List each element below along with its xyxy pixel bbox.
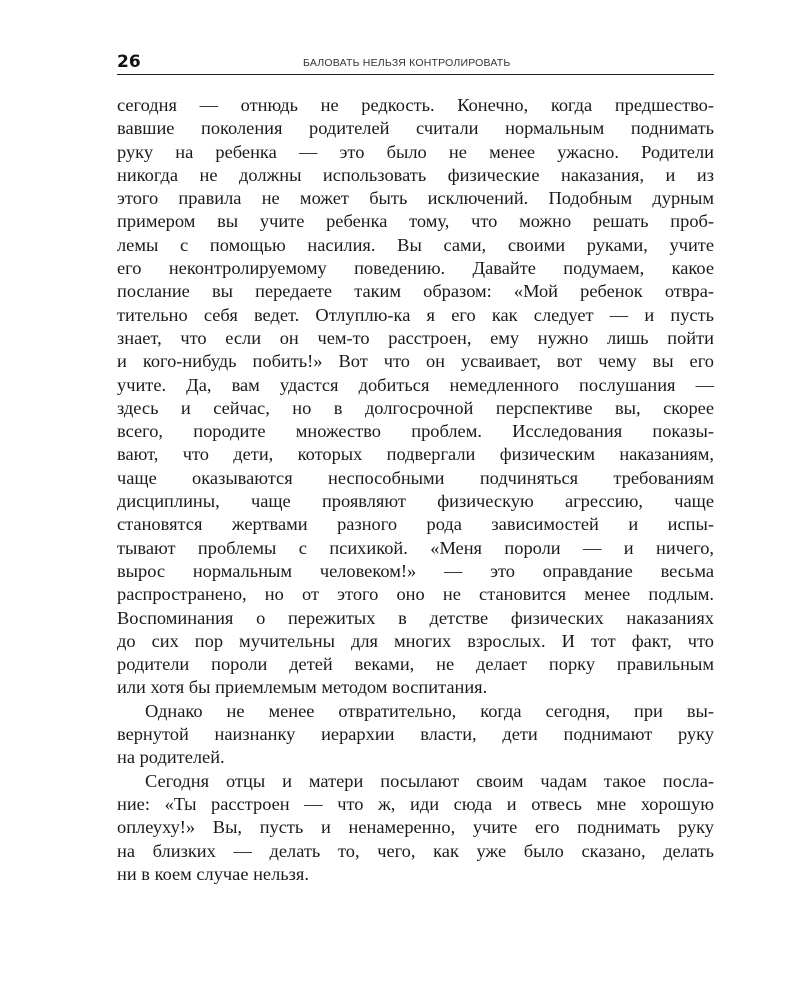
- text-line: лемы с помощью насилия. Вы сами, своими руками, учите: [117, 234, 714, 255]
- text-line: или хотя бы приемлемым методом воспитания.: [117, 677, 488, 698]
- text-line: учите. Да, вам удастся добиться немедленного послушания —: [117, 374, 714, 395]
- text-line: руку на ребенка — это было не менее ужасно. Родители: [117, 141, 714, 162]
- text-line: этого правила не может быть исключений. Подобным дурным: [117, 188, 714, 209]
- text-line: ние: «Ты расстроен — что ж, иди сюда и отвесь мне хорошую: [117, 793, 714, 814]
- text-line: на родителей.: [117, 747, 225, 768]
- text-line: тывают проблемы с психикой. «Меня пороли — и ничего,: [117, 537, 714, 558]
- text-line: здесь и сейчас, но в долгосрочной перспективе вы, скорее: [117, 397, 714, 418]
- text-line: вырос нормальным человеком!» — это оправдание весьма: [117, 560, 714, 581]
- text-line: вавшие поколения родителей считали нормальным поднимать: [117, 118, 714, 139]
- text-line: вают, что дети, которых подвергали физическим наказаниям,: [117, 444, 714, 465]
- page-number: 26: [117, 52, 141, 72]
- text-line: становятся жертвами разного рода зависимостей и испы-: [117, 514, 714, 535]
- body-text: [117, 94, 714, 886]
- text-line: распространено, но от этого оно не становится менее подлым.: [117, 584, 714, 605]
- text-line: и кого-нибудь побить!» Вот что он усваивает, вот чему вы его: [117, 351, 714, 372]
- text-line: примером вы учите ребенка тому, что можно решать проб-: [117, 211, 714, 232]
- text-line: послание вы передаете таким образом: «Мой ребенок отвра-: [117, 281, 714, 302]
- text-line: на близких — делать то, чего, как уже было сказано, делать: [117, 840, 714, 861]
- text-line: всего, породите множество проблем. Исследования показы-: [117, 421, 714, 442]
- text-line: Воспоминания о пережитых в детстве физических наказаниях: [117, 607, 714, 628]
- text-line: Однако не менее отвратительно, когда сегодня, при вы-: [145, 700, 714, 721]
- text-line: до сих пор мучительны для многих взрослых. И тот факт, что: [117, 630, 714, 651]
- text-line: знает, что если он чем-то расстроен, ему нужно лишь пойти: [117, 327, 714, 348]
- text-line: вернутой наизнанку иерархии власти, дети поднимают руку: [117, 724, 714, 745]
- text-line: тительно себя ведет. Отлуплю-ка я его как следует — и пусть: [117, 304, 714, 325]
- text-line: чаще оказываются неспособными подчиняться требованиям: [117, 467, 714, 488]
- running-header: [117, 50, 714, 75]
- text-line: родители пороли детей веками, не делает порку правильным: [117, 654, 714, 675]
- running-title: БАЛОВАТЬ НЕЛЬЗЯ КОНТРОЛИРОВАТЬ: [303, 57, 511, 69]
- text-line: никогда не должны использовать физические наказания, и из: [117, 164, 714, 185]
- text-line: сегодня — отнюдь не редкость. Конечно, когда предшество-: [117, 95, 714, 115]
- text-line: ни в коем случае нельзя.: [117, 863, 309, 884]
- text-line: Сегодня отцы и матери посылают своим чадам такое посла-: [145, 770, 714, 791]
- text-line: дисциплины, чаще проявляют физическую агрессию, чаще: [117, 491, 714, 512]
- text-line: его неконтролируемому поведению. Давайте подумаем, какое: [117, 258, 714, 279]
- text-line: оплеуху!» Вы, пусть и ненамеренно, учите его поднимать руку: [117, 817, 714, 838]
